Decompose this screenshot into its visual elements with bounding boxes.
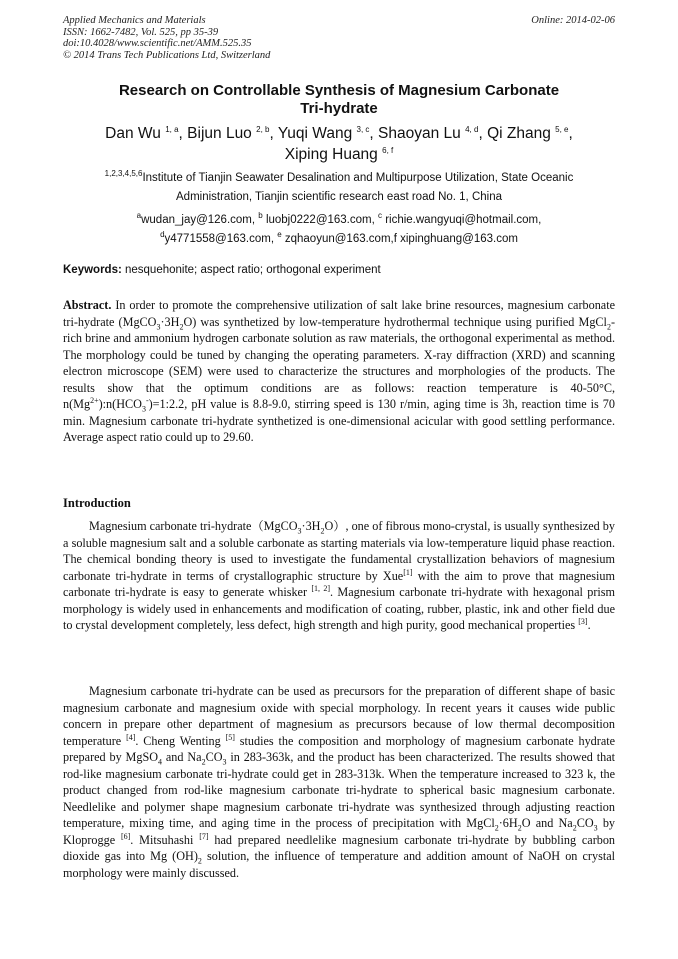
author-mark: 2, b [256, 124, 270, 134]
citation-ref[interactable]: [4] [126, 732, 136, 742]
subscript: 2 [201, 757, 206, 767]
body-text: O and Na [521, 816, 573, 830]
email-mark: a [136, 211, 142, 221]
email-link[interactable]: wudan_jay@126.com, [141, 214, 256, 226]
body-text: had prepared needlelike magnesium carbonate tri-hydrate by bubbling carbon dioxide gas into Mg (OH) [63, 832, 616, 863]
subscript: 3 [141, 404, 146, 414]
subscript: 2 [606, 321, 611, 331]
author-name: Dan Wu [105, 125, 161, 142]
copyright-line: © 2014 Trans Tech Publications Ltd, Switzerland [63, 49, 271, 61]
keywords-label: Keywords: [63, 264, 122, 276]
subscript: 3 [593, 823, 598, 833]
abstract-text: O) was synthetized by low-temperature hydrothermal technique using purified MgCl [183, 314, 607, 329]
body-text: O）, one of fibrous mono-crystal, is usually synthesized by a soluble magnesium salt and a soluble carbonate as starting materials via low-temperature liquid phase reaction. The chemical bonding theory is used to investigate the fundamental crystallization behaviors of magnesium carbonate tri-hydrate in terms of crystallographic structure by Xue [63, 519, 615, 583]
abstract-text: ):n(HCO [98, 397, 142, 411]
author-mark: 1, a [165, 124, 179, 134]
email-link[interactable]: y4771558@163.com, [164, 232, 275, 245]
email-mark: d [160, 229, 165, 239]
subscript: 2 [494, 823, 499, 833]
body-text: with the aim to prove that magnesium carbonate tri-hydrate is easy to generate whisker [63, 568, 616, 599]
intro-paragraph-2 [63, 683, 615, 881]
author-mark: 3, c [356, 124, 370, 134]
keywords [63, 262, 615, 278]
author-mark: 6, f [382, 145, 394, 155]
superscript: - [145, 395, 149, 405]
author-name: Xiping Huang [284, 146, 378, 163]
citation-ref[interactable]: [5] [225, 732, 235, 742]
body-text: Magnesium carbonate tri-hydrate（MgCO [89, 519, 298, 533]
author-mark: 4, d [465, 124, 479, 134]
doi-line[interactable]: doi:10.4028/www.scientific.net/AMM.525.35 [63, 38, 252, 49]
online-date: Online: 2014-02-06 [531, 15, 615, 26]
author-name: Shaoyan Lu [378, 125, 461, 142]
body-text: in 283-363k, and the product has been characterized. The results showed that rod-like magnesium carbonate tri-hydrate could get in 283-313k. When the temperature increased to 323 k, the product changed from rod-like magnesium carbonate tri-hydrate to spherical basic magnesium carbonate. Needlelike and polymer shape magnesium carbonate tri-hydrate was synthesized through adjusting reaction temperature, mixing time, and aging time in the process of precipitation with MgCl [63, 750, 616, 830]
issn-line: ISSN: 1662-7482, Vol. 525, pp 35-39 [63, 26, 219, 38]
abstract-text: In order to promote the comprehensive utilization of salt lake brine resources, magnesium carbonate tri-hydrate (MgCO [63, 298, 616, 329]
abstract-text: ·3H [160, 314, 180, 329]
body-text: ·3H [301, 519, 321, 533]
citation-ref[interactable]: [3] [578, 616, 588, 626]
body-text: . Cheng Wenting [135, 733, 221, 748]
email-mark: e [277, 229, 282, 239]
body-text: ·6H [498, 816, 518, 830]
body-text: and Na [165, 750, 202, 764]
subscript: 2 [517, 823, 522, 833]
subscript: 3 [222, 757, 227, 767]
subscript: 3 [297, 526, 302, 536]
abstract [63, 297, 615, 446]
affiliation [70, 169, 608, 207]
subscript: 2 [320, 526, 325, 536]
title-line-2: Tri-hydrate [300, 100, 378, 117]
email-list [70, 211, 608, 248]
body-text: . [587, 618, 591, 632]
body-text: . Magnesium carbonate tri-hydrate with hexagonal prism morphology is widely used in enhancements and modification of coating, rubber, plastic, ink and other field due to crystal development completely, less defect, high strength and high purity, good mechanical properties [63, 585, 616, 632]
email-link[interactable]: richie.wangyuqi@hotmail.com, [385, 214, 542, 226]
email-link[interactable]: zqhaoyun@163.com,f xipinghuang@163.com [284, 232, 518, 245]
body-text: by Kloprogge [63, 816, 615, 847]
superscript: 2+ [90, 395, 99, 405]
author-name: Qi Zhang [487, 125, 551, 142]
abstract-text: )=1:2.2, pH value is 8.8-9.0, stirring speed is 130 r/min, aging time is 3h, reaction time is 70 min. Magnesium carbonate tri-hydrate synthetized is one-dimensional acicular with good settling performance. Average aspect ratio could up to 29.60. [63, 397, 615, 444]
email-link[interactable]: luobj0222@163.com, [265, 214, 375, 226]
author-list: Dan Wu $^{1, a}$, Bijun Luo $^{2, b}$, Yuqi Wang $^{3, c}$, Shaoyan Lu $^{4, d}$, Qi Zhang $^{5, e}$, Xiping Huang $^{6, f}$ [105, 124, 573, 163]
journal-header [63, 15, 615, 61]
paper-title [80, 82, 598, 118]
subscript: 2 [572, 823, 577, 833]
body-text: studies the composition and morphology of magnesium carbonate hydrate prepared by MgSO [63, 733, 616, 764]
citation-ref[interactable]: [1] [403, 567, 413, 577]
body-text: CO [576, 816, 594, 830]
affiliation-text: Institute of Tianjin Seawater Desalination and Multipurpose Utilization, State Oceanic Administration, Tianjin scientific research east road No. 1, China [142, 172, 574, 203]
subscript: 2 [197, 856, 202, 866]
introduction-heading: Introduction [63, 496, 131, 510]
journal-name: Applied Mechanics and Materials [63, 15, 206, 26]
email-mark: b [258, 211, 263, 221]
body-text: . Mitsuhashi [130, 832, 194, 847]
author-name: Bijun Luo [187, 125, 252, 142]
email-mark: c [378, 211, 382, 221]
subscript: 3 [156, 321, 161, 331]
subscript: 2 [179, 321, 184, 331]
abstract-label: Abstract. [63, 298, 112, 312]
citation-ref[interactable]: [7] [199, 831, 209, 841]
affiliation-mark: 1,2,3,4,5,6 [104, 169, 143, 179]
abstract-text: -rich brine and ammonium hydrogen carbonate solution as raw materials, the orthogonal experimental as method. The morphology could be tuned by changing the operating parameters. X-ray diffraction (XRD) and scanning electron microscope (SEM) were used to characterize the structures and morphologies of the products. The results show that the optimum conditions are as follows: reaction temperature is 40-50°C, n(Mg [63, 314, 615, 411]
title-line-1: Research on Controllable Synthesis of Magnesium Carbonate [118, 82, 560, 99]
author-name: Yuqi Wang [277, 125, 353, 142]
citation-ref[interactable]: [1, 2] [311, 583, 331, 593]
author-mark: 5, e [555, 124, 569, 134]
intro-paragraph-1 [63, 518, 615, 634]
keywords-text: nesquehonite; aspect ratio; orthogonal experiment [125, 264, 381, 276]
body-text: Magnesium carbonate tri-hydrate can be used as precursors for the preparation of different shape of basic magnesium carbonate and magnesium oxide with special morphology. In recent years it causes wide public concern in prepare other department of magnesium as precursors because of low thermal decomposition temperature [63, 684, 615, 748]
citation-ref[interactable]: [6] [120, 831, 131, 841]
body-text: CO [205, 750, 223, 764]
subscript: 4 [158, 757, 163, 767]
body-text: solution, the influence of temperature and addition amount of NaOH on crystal morphology were mainly discussed. [63, 849, 615, 880]
